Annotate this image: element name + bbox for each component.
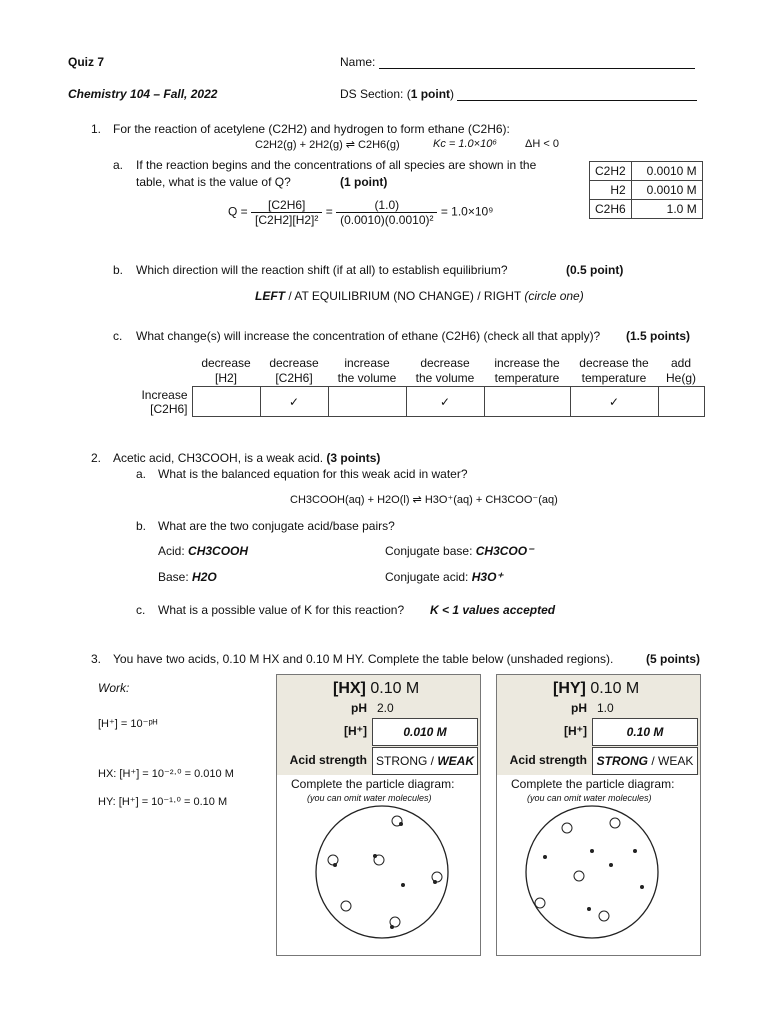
option-checkbox-add-he[interactable] (658, 387, 704, 417)
q-num-1: [C2H6] (251, 198, 322, 213)
q1-dh: ΔH < 0 (525, 138, 559, 150)
hy-h-label: [H⁺] (564, 724, 587, 738)
hx-h-answer[interactable]: 0.010 M (372, 718, 478, 746)
cbase-label: Conjugate base: (385, 544, 473, 558)
q3-number: 3. (91, 652, 102, 666)
table-row (590, 162, 703, 181)
option-header: increase the temperature (494, 356, 560, 385)
hx-diagram-note: (you can omit water molecules) (307, 793, 432, 803)
check-icon: ✓ (288, 394, 300, 409)
hy-ph-label: pH (571, 701, 587, 715)
q2c-answer: K < 1 values accepted (430, 603, 556, 617)
cbase-answer: CH3COO⁻ (475, 544, 534, 558)
species-cell: C2H2 (590, 162, 632, 181)
q3-points: (5 points) (646, 652, 700, 666)
q1b-label: b. (113, 263, 124, 277)
value-cell: 0.0010 M (631, 181, 702, 200)
q-lhs: Q = (228, 204, 248, 219)
q3-prompt: You have two acids, 0.10 M HX and 0.10 M HY. Complete the table below (unshaded regions). (113, 652, 614, 666)
base-pair (158, 570, 217, 584)
section-points: 1 point (410, 87, 451, 101)
q1b-answer (255, 289, 584, 303)
q2c-text: What is a possible value of K for this reaction? (158, 603, 405, 617)
acid-pair (158, 544, 248, 558)
cacid-answer: H3O⁺ (471, 570, 503, 584)
option-header: decrease the temperature (579, 356, 649, 385)
q-den-2: (0.0010)(0.0010)² (340, 213, 434, 227)
hy-h-answer[interactable]: 0.10 M (592, 718, 698, 746)
q2-number: 2. (91, 451, 102, 465)
section-field[interactable] (340, 87, 697, 101)
q1-reaction: C2H2(g) + 2H2(g) ⇌ C2H6(g) (255, 139, 400, 151)
q-den-1: [C2H2][H2]² (255, 213, 319, 227)
q2b-text: What are the two conjugate acid/base pairs? (158, 519, 395, 533)
q2a-label: a. (136, 467, 147, 481)
section-close: ) (450, 87, 455, 101)
q-fraction-2 (336, 198, 437, 227)
check-icon: ✓ (608, 394, 620, 409)
hy-ph: 1.0 (597, 701, 614, 715)
answer-note: (circle one) (524, 289, 584, 303)
hx-strength-label: Acid strength (289, 753, 367, 767)
quiz-title: Quiz 7 (68, 55, 105, 69)
cacid-label: Conjugate acid: (385, 570, 469, 584)
q2a-equation: CH3COOH(aq) + H2O(l) ⇌ H3O⁺(aq) + CH3COO⁻(aq) (290, 494, 558, 506)
work-hx: HX: [H⁺] = 10⁻²·⁰ = 0.010 M (98, 768, 234, 780)
conjugate-base (385, 544, 533, 558)
q1a-text2: table, what is the value of Q? (136, 175, 291, 189)
q1c-label: c. (113, 329, 123, 343)
option-header: increase the volume (337, 356, 397, 385)
option-checkbox-decrease-h2[interactable] (192, 387, 260, 417)
option-header: decrease [C2H6] (269, 356, 319, 385)
q1b-points: (0.5 point) (566, 263, 624, 277)
table-row (590, 181, 703, 200)
q2-prompt-text: Acetic acid, CH3COOH, is a weak acid. (113, 451, 324, 465)
q2c-label: c. (136, 603, 146, 617)
q1a-points: (1 point) (340, 175, 388, 189)
hy-diagram-label: Complete the particle diagram: (511, 777, 675, 791)
q1a-text1: If the reaction begins and the concentrations of all species are shown in the (136, 158, 537, 172)
base-label: Base: (158, 570, 189, 584)
options-header-row (100, 354, 704, 387)
hx-h-label: [H⁺] (344, 724, 367, 738)
hx-header (333, 680, 419, 698)
hx-ph-label: pH (351, 701, 367, 715)
value-cell: 0.0010 M (631, 162, 702, 181)
hx-conc: 0.10 M (370, 680, 420, 697)
value-cell: 1.0 M (631, 200, 702, 219)
check-icon: ✓ (439, 394, 451, 409)
q2a-text: What is the balanced equation for this weak acid in water? (158, 467, 468, 481)
q2b-label: b. (136, 519, 147, 533)
q1b-text: Which direction will the reaction shift (if at all) to establish equilibrium? (136, 263, 508, 277)
hy-strength-answer[interactable]: STRONG / WEAK (592, 747, 698, 775)
hy-conc: 0.10 M (590, 680, 640, 697)
hy-diagram-note: (you can omit water molecules) (527, 793, 652, 803)
option-checkbox-increase-temperature[interactable] (484, 387, 570, 417)
hy-particle-diagram[interactable] (523, 803, 661, 941)
answer-rest: / AT EQUILIBRIUM (NO CHANGE) / RIGHT (285, 289, 525, 303)
hy-header (553, 680, 639, 698)
q1c-text: What change(s) will increase the concentration of ethane (C2H6) (check all that apply)? (136, 329, 601, 343)
hy-acid: [HY] (553, 680, 586, 697)
section-label: DS Section: ( (340, 87, 411, 101)
option-header: add He(g) (665, 356, 696, 385)
hx-strength-answer[interactable]: STRONG / WEAK (372, 747, 478, 775)
q1-number: 1. (91, 122, 102, 136)
name-line (379, 56, 695, 69)
hy-panel (496, 674, 701, 956)
conjugate-acid (385, 570, 503, 584)
name-field[interactable] (340, 55, 695, 69)
hx-panel (276, 674, 481, 956)
hx-ph: 2.0 (377, 701, 394, 715)
answer-left: LEFT (255, 289, 285, 303)
q-fraction-1 (251, 198, 322, 227)
species-cell: C2H6 (590, 200, 632, 219)
row-label: Increase [C2H6] (141, 387, 188, 416)
options-row (100, 387, 704, 417)
base-answer: H2O (192, 570, 217, 584)
acid-answer: CH3COOH (188, 544, 249, 558)
hx-diagram-label: Complete the particle diagram: (291, 777, 455, 791)
table-row (590, 200, 703, 219)
q2-points: (3 points) (326, 451, 381, 465)
option-checkbox-decrease-volume[interactable] (406, 387, 484, 417)
option-header: decrease [H2] (201, 356, 251, 385)
q1c-points: (1.5 points) (626, 329, 691, 343)
q2-prompt (113, 451, 380, 465)
options-table (100, 354, 705, 417)
q-result: = 1.0×10⁹ (440, 204, 494, 219)
option-checkbox-increase-volume[interactable] (328, 387, 406, 417)
q-expression: Q = $\frac{[C2H6]}{\text{[C2H2][H2]²}}$ = $\frac{(1.0)}{\text{(0.0010)(0.0010)²}}$ = 1.0×10⁹ (228, 198, 494, 227)
work-formula: [H⁺] = 10⁻ᵖᴴ (98, 718, 158, 730)
option-header: decrease the volume (415, 356, 475, 385)
acid-label: Acid: (158, 544, 185, 558)
q1-prompt: For the reaction of acetylene (C2H2) and hydrogen to form ethane (C2H6): (113, 122, 510, 136)
hy-strength-label: Acid strength (509, 753, 587, 767)
course-title: Chemistry 104 – Fall, 2022 (68, 87, 218, 101)
name-label: Name: (340, 55, 376, 69)
q1-kc: Kc = 1.0×10⁶ (433, 138, 497, 150)
q1a-label: a. (113, 158, 124, 172)
work-label: Work: (98, 681, 130, 695)
hx-particle-diagram[interactable] (313, 803, 451, 941)
option-checkbox-decrease-c2h6[interactable] (260, 387, 328, 417)
option-checkbox-decrease-temperature[interactable] (570, 387, 658, 417)
species-cell: H2 (590, 181, 632, 200)
hx-acid: [HX] (333, 680, 366, 697)
q-num-2: (1.0) (336, 198, 437, 213)
work-hy: HY: [H⁺] = 10⁻¹·⁰ = 0.10 M (98, 796, 228, 808)
concentration-table (589, 161, 703, 219)
section-line (457, 88, 697, 101)
